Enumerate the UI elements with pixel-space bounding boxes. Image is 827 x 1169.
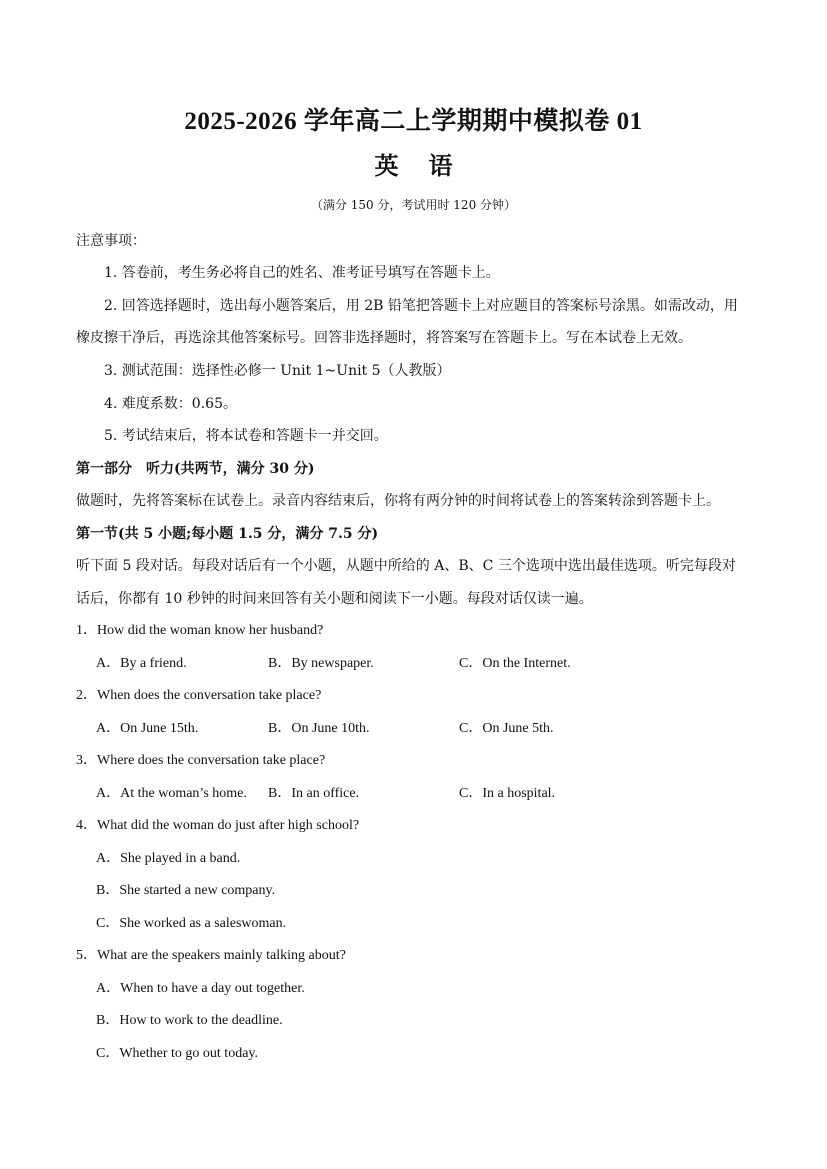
notice-item-3: 3. 测试范围：选择性必修一 Unit 1~Unit 5（人教版） <box>104 363 451 379</box>
question-2-option-a: A．On June 15th. <box>96 721 199 736</box>
question-3-stem: 3．Where does the conversation take place? <box>76 753 326 768</box>
notice-item-5: 5. 考试结束后，将本试卷和答题卡一并交回。 <box>104 428 388 444</box>
section1-heading: 第一节(共 5 小题;每小题 1.5 分，满分 7.5 分) <box>76 526 379 542</box>
section1-instruction-a: 听下面 5 段对话。每段对话后有一个小题，从题中所给的 A、B、C 三个选项中选出最佳选项。听完每段对 <box>76 558 736 574</box>
question-4-option-a: A．She played in a band. <box>96 851 241 866</box>
question-3-option-a: A．At the woman’s home. <box>96 786 247 801</box>
section1-instruction-b: 话后，你都有 10 秒钟的时间来回答有关小题和阅读下一小题。每段对话仅读一遍。 <box>76 591 593 607</box>
part1-heading: 第一部分 听力(共两节，满分 30 分) <box>76 461 315 477</box>
question-2-stem: 2．When does the conversation take place? <box>76 688 322 703</box>
question-3-option-b: B．In an office. <box>268 786 360 801</box>
question-3-option-c: C．In a hospital. <box>459 786 556 801</box>
part1-instruction: 做题时，先将答案标在试卷上。录音内容结束后，你将有两分钟的时间将试卷上的答案转涂到答题卡上。 <box>76 493 720 509</box>
notice-item-2a: 2. 回答选择题时，选出每小题答案后，用 2B 铅笔把答题卡上对应题目的答案标号涂黑。如需改动，用 <box>104 298 738 314</box>
question-1-option-c: C．On the Internet. <box>459 656 571 671</box>
question-2-option-c: C．On June 5th. <box>459 721 554 736</box>
notice-heading: 注意事项： <box>76 233 146 249</box>
notice-item-1: 1. 答卷前，考生务必将自己的姓名、准考证号填写在答题卡上。 <box>104 265 500 281</box>
question-1-stem: 1．How did the woman know her husband? <box>76 623 324 638</box>
question-4-option-b: B．She started a new company. <box>96 883 276 898</box>
notice-item-4: 4. 难度系数：0.65。 <box>104 396 237 412</box>
exam-title: 2025-2026 学年高二上学期期中模拟卷 01 <box>184 108 643 135</box>
question-5-stem: 5．What are the speakers mainly talking about? <box>76 948 346 963</box>
notice-item-2b: 橡皮擦干净后，再选涂其他答案标号。回答非选择题时，将答案写在答题卡上。写在本试卷上无效。 <box>76 330 692 346</box>
subject-title: 英语 <box>374 152 483 180</box>
question-5-option-c: C．Whether to go out today. <box>96 1046 259 1061</box>
question-1-option-a: A．By a friend. <box>96 656 187 671</box>
question-5-option-a: A．When to have a day out together. <box>96 981 305 996</box>
question-1-option-b: B．By newspaper. <box>268 656 374 671</box>
exam-note: （满分 150 分，考试用时 120 分钟） <box>310 198 517 212</box>
question-5-option-b: B．How to work to the deadline. <box>96 1013 283 1028</box>
question-2-option-b: B．On June 10th. <box>268 721 370 736</box>
question-4-stem: 4．What did the woman do just after high school? <box>76 818 360 833</box>
question-4-option-c: C．She worked as a saleswoman. <box>96 916 287 931</box>
